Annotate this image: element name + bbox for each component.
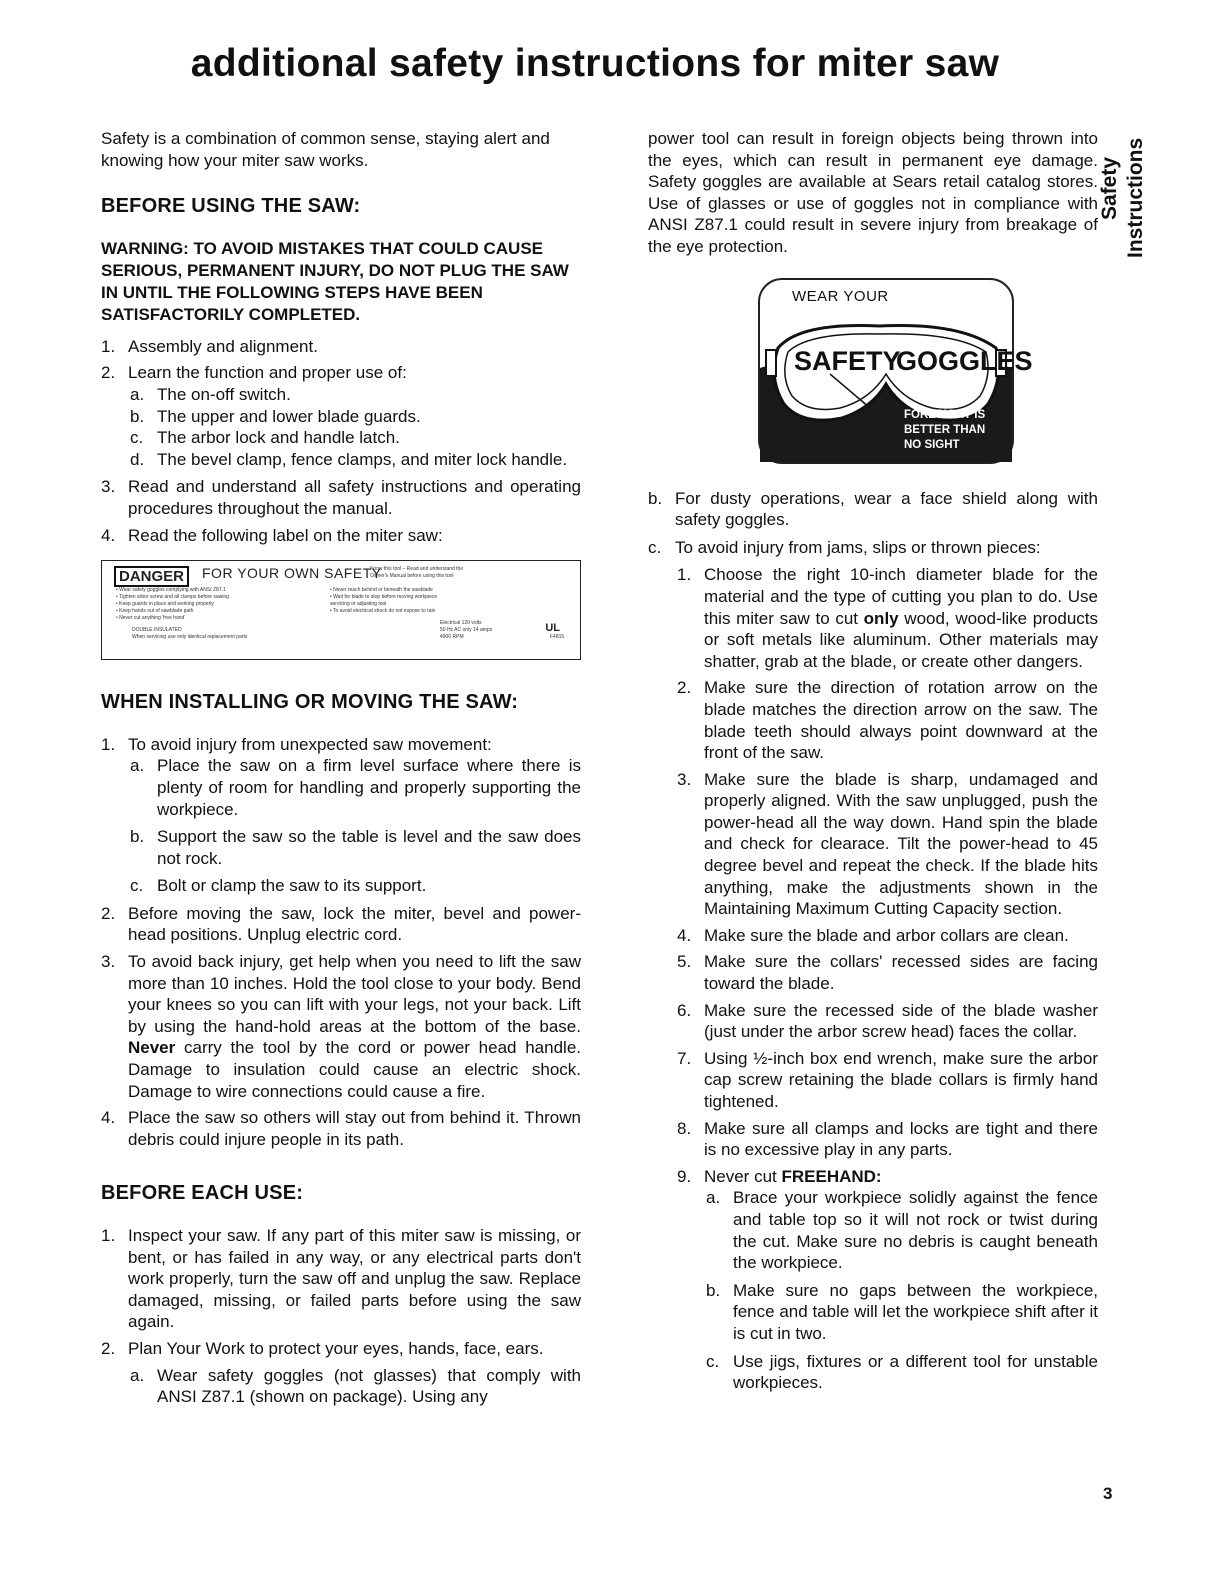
list-item: 3. To avoid back injury, get help when you need to lift the saw more than 10 inches. Hold the tool close to your body. Bend your knees so you can lift with your legs, not your back. Lift by using the hand-hold areas at the bottom of the base. Never carry the tool by the cord or power head handle. Damage to insulation could cause an electric shock. Damage to wire connections could cause a fire. xyxy=(101,952,581,1101)
danger-tag: DANGER xyxy=(114,566,189,587)
label-fine-print: • Keep guards in place and working properly xyxy=(116,601,214,608)
sub-item: b. Make sure no gaps between the workpiece, fence and table will let the workpiece shift after it is cut in two. xyxy=(706,1280,1098,1343)
label-fine-print: • Never cut anything 'free hand' xyxy=(116,615,186,622)
list-item: 2. Before moving the saw, lock the miter, bevel and power-head positions. Unplug electric cord. xyxy=(101,903,581,945)
label-fine-print: • Never reach behind or beneath the sawblade xyxy=(330,587,433,594)
sub-item: b. For dusty operations, wear a face shield along with safety goggles. xyxy=(648,488,1098,530)
list-item: 2. Learn the function and proper use of: xyxy=(101,363,407,383)
list-item: 7. Using ½-inch box end wrench, make sure the arbor cap screw retaining the blade collars is firmly hand tightened. xyxy=(677,1048,1098,1111)
list-item: 4. Place the saw so others will stay out from behind it. Thrown debris could injure people in its path. xyxy=(101,1108,581,1149)
logo-wear-your: WEAR YOUR xyxy=(792,287,889,305)
heading-before-each-use: BEFORE EACH USE: xyxy=(101,1182,304,1205)
danger-label xyxy=(101,560,581,660)
heading-before-using: BEFORE USING THE SAW: xyxy=(101,195,361,218)
label-fine-print: When servicing use only identical replacement parts xyxy=(132,634,248,641)
sub-item: c. Use jigs, fixtures or a different tool for unstable workpieces. xyxy=(706,1351,1098,1393)
sub-item: a. Place the saw on a firm level surface where there is plenty of room for handling and properly supporting the workpiece. xyxy=(130,756,581,819)
section-tab-line2: Instructions xyxy=(1124,137,1147,258)
page-title: additional safety instructions for miter saw xyxy=(190,42,1000,85)
list-item: 4. Read the following label on the miter saw: xyxy=(101,525,443,545)
intro-paragraph: Safety is a combination of common sense, staying alert and knowing how your miter saw works. xyxy=(101,129,550,170)
logo-slogan: FORESIGHT IS BETTER THAN NO SIGHT xyxy=(904,408,986,451)
sub-item: a. Wear safety goggles (not glasses) that comply with ANSI Z87.1 (shown on package). Using any xyxy=(130,1365,581,1407)
warning-text: WARNING: TO AVOID MISTAKES THAT COULD CAUSE SERIOUS, PERMANENT INJURY, DO NOT PLUG THE SAW IN UNTIL THE FOLLOWING STEPS HAVE BEEN SATISFACTORILY COMPLETED. xyxy=(101,238,569,324)
danger-label-heading: FOR YOUR OWN SAFETY xyxy=(202,565,382,582)
label-fine-print: DOUBLE INSULATED xyxy=(132,627,182,634)
list-item: 1. To avoid injury from unexpected saw movement: xyxy=(101,734,492,754)
list-item: 4. Make sure the blade and arbor collars are clean. xyxy=(677,925,1069,945)
label-fine-print: Know this tool – Read and understand the xyxy=(370,566,464,573)
sub-item: a. The on-off switch. xyxy=(130,384,291,404)
label-fine-print: • Tighten arbor screw and all clamps before sawing xyxy=(116,594,229,601)
list-item: 8. Make sure all clamps and locks are tight and there is no excessive play in any parts. xyxy=(677,1118,1098,1160)
list-item: 3. Read and understand all safety instructions and operating procedures throughout the manual. xyxy=(101,477,581,518)
list-item: 1. Choose the right 10-inch diameter blade for the material and the type of cutting you plan to do. Use this miter saw to cut only wood, wood-like products or soft metals like aluminum. Other materials may shatter, grab at the blade, or create other dangers. xyxy=(677,565,1099,671)
section-tab-line1: Safety xyxy=(1098,156,1121,220)
list-item: 1. Inspect your saw. If any part of this miter saw is missing, or bent, or has failed in any way, or any electrical parts don't work properly, turn the saw off and unplug the saw. Replace damaged, missing, or failed parts before using the saw again. xyxy=(101,1226,581,1332)
sub-item: c. The arbor lock and handle latch. xyxy=(130,428,400,448)
label-fine-print: Owner's Manual before using this tool xyxy=(370,573,454,580)
sub-item: d. The bevel clamp, fence clamps, and miter lock handle. xyxy=(130,449,568,469)
sub-item: b. The upper and lower blade guards. xyxy=(130,406,421,426)
sub-item: b. Support the saw so the table is level and the saw does not rock. xyxy=(130,827,581,868)
page-number: 3 xyxy=(1103,1484,1113,1503)
list-item: 2. Make sure the direction of rotation arrow on the blade matches the direction arrow on the saw. The blade teeth should always point downward at the front of the saw. xyxy=(677,678,1098,763)
label-fine-print: • Wait for blade to stop before moving workpiece xyxy=(330,594,438,601)
label-fine-print: 50 Hz AC only 14 amps xyxy=(440,627,493,634)
logo-goggles: GOGGLES xyxy=(896,345,1033,376)
section-tab xyxy=(1094,134,1154,266)
list-item: 1. Assembly and alignment. xyxy=(101,336,318,356)
sub-item: a. Brace your workpiece solidly against the fence and table top so it will not rock or twist during the cut. Make sure no debris is caught beneath the workpiece. xyxy=(706,1188,1098,1273)
numbered-list xyxy=(677,564,1098,1393)
sub-item: c. To avoid injury from jams, slips or thrown pieces: xyxy=(648,537,1041,557)
right-column xyxy=(648,128,1098,1394)
list-item: 3. Make sure the blade is sharp, undamaged and properly aligned. With the saw unplugged, push the power-head all the way down. Hand spin the blade and check for clearace. Tilt the power-head to 45 degree bevel and repeat the check. If the blade hits anything, make the adjustments shown in the Maintaining Maximum Cutting Capacity section. xyxy=(677,769,1098,919)
list-item: 6. Make sure the recessed side of the blade washer (just under the arbor screw head) faces the collar. xyxy=(677,1000,1098,1042)
list-item: 9. Never cut FREEHAND: xyxy=(677,1166,882,1186)
list-item: 2. Plan Your Work to protect your eyes, hands, face, ears. xyxy=(101,1338,544,1358)
label-fine-print: Electrical 120 volts xyxy=(440,620,482,627)
logo-safety: SAFETY xyxy=(794,345,901,376)
label-fine-print: • Keep hands out of sawblade path xyxy=(116,608,194,615)
label-fine-print: F4815 xyxy=(550,634,565,641)
label-fine-print: • Wear safety goggles complying with ANSI Z87.1 xyxy=(116,587,226,594)
continued-paragraph: power tool can result in foreign objects being thrown into the eyes, which can result in permanent eye damage. Safety goggles are available at Sears retail catalog stores. Use of glasses or use of goggles not in compliance with ANSI Z87.1 could result in severe injury from breakage of the eye protection. xyxy=(648,129,1098,256)
safety-goggles-logo xyxy=(758,278,1033,464)
left-column xyxy=(101,128,581,1408)
list-item: 5. Make sure the collars' recessed sides are facing toward the blade. xyxy=(677,952,1098,994)
heading-installing: WHEN INSTALLING OR MOVING THE SAW: xyxy=(101,691,519,714)
label-fine-print: • To avoid electrical shock do not expose to rain xyxy=(330,608,436,615)
label-fine-print: servicing or adjusting tool xyxy=(330,601,387,608)
sub-item: c. Bolt or clamp the saw to its support. xyxy=(130,876,427,896)
ul-mark: UL xyxy=(545,622,560,635)
label-fine-print: 4900 RPM xyxy=(440,634,464,641)
